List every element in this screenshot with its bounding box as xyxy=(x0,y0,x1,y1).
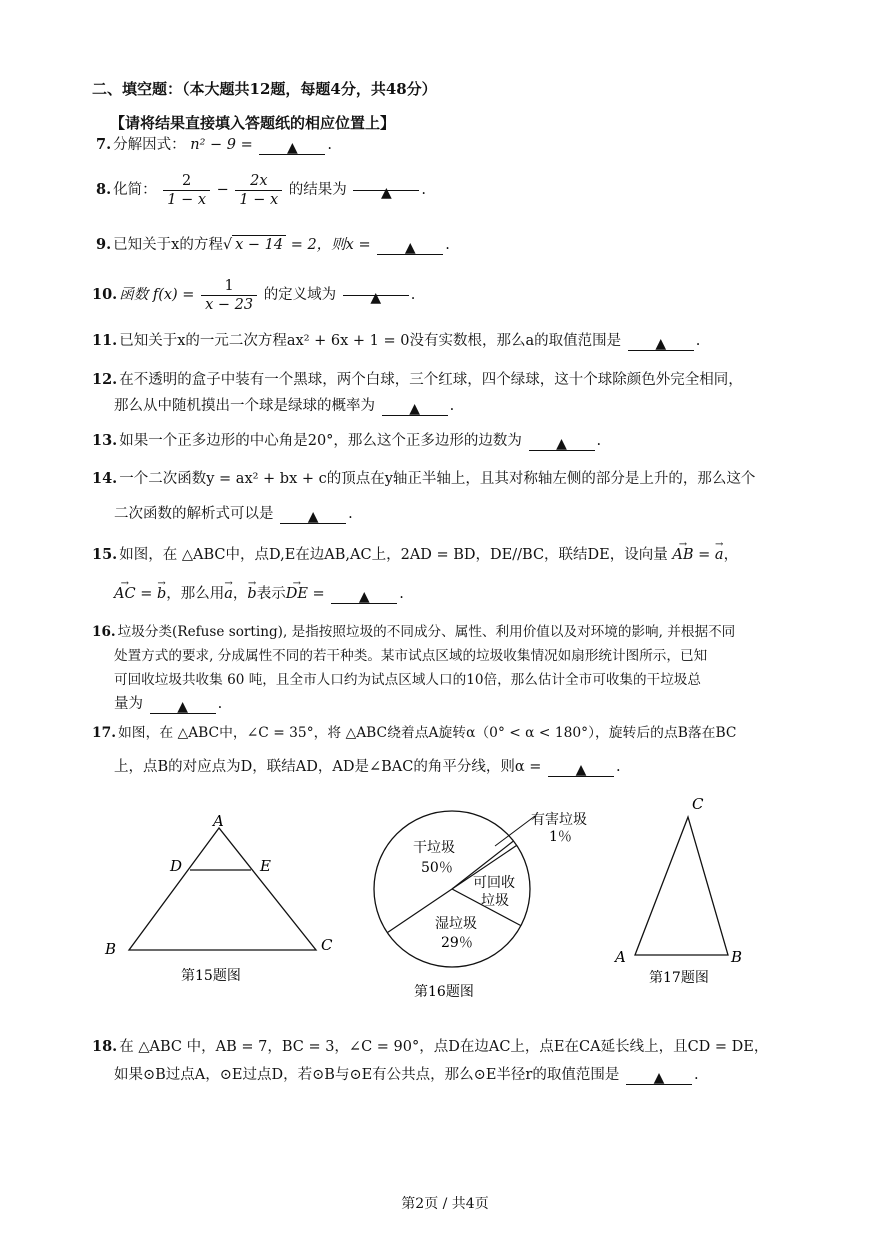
q10-fraction: $\frac{1}{x - 23}$ xyxy=(201,277,257,314)
fig16-caption: 第16题图 xyxy=(414,984,474,1000)
answer-blank-18[interactable]: ▲ xyxy=(626,1068,692,1085)
pct-wet: 29％ xyxy=(441,935,473,951)
figure-15 xyxy=(95,808,345,988)
answer-blank-11[interactable]: ▲ xyxy=(628,334,694,351)
answer-blank-10[interactable]: ▲ xyxy=(343,279,409,296)
question-13: 13. 如果一个正多边形的中心角是20°，那么这个正多边形的边数为 ▲ . xyxy=(92,432,602,452)
fig15-label-e: E xyxy=(260,857,271,875)
label-hazardous: 有害垃圾 xyxy=(531,812,587,828)
fig15-label-c: C xyxy=(321,936,333,954)
question-16-line2: 处置方式的要求, 分成属性不同的若干种类。某市试点区域的垃圾收集情况如扇形统计图所示，已知 xyxy=(114,648,708,664)
pct-hazardous: 1％ xyxy=(549,829,572,845)
question-16: 16. 垃圾分类(Refuse sorting), 是指按照垃圾的不同成分、属性、利用价值以及对环境的影响, 并根据不同 xyxy=(92,624,736,640)
answer-blank-13[interactable]: ▲ xyxy=(529,434,595,451)
fig17-label-a: A xyxy=(615,948,626,966)
figure-16-pie-chart xyxy=(355,798,615,1008)
page-footer: 第2页 / 共4页 xyxy=(401,1196,489,1212)
question-12: 12. 在不透明的盒子中装有一个黑球，两个白球，三个红球，四个绿球，这十个球除颜色外完全相同， xyxy=(92,371,743,388)
question-14: 14. 一个二次函数y = ax² + bx + c的顶点在y轴正半轴上，且其对称轴左侧的部分是上升的，那么这个 xyxy=(92,470,756,487)
fig15-label-d: D xyxy=(170,857,183,875)
instruction: 【请将结果直接填入答题纸的相应位置上】 xyxy=(110,114,396,132)
question-15: 15. 如图，在 △ABC中，点D,E在边AB,AC上，2AD = BD，DE//BC，联结DE，设向量 → AB = → a， xyxy=(92,545,738,565)
question-18: 18. 在 △ABC 中，AB = 7，BC = 3，∠C = 90°，点D在边AC上，点E在CA延长线上，且CD = DE， xyxy=(92,1038,769,1055)
figure-17 xyxy=(605,792,755,992)
fig17-triangle xyxy=(635,817,728,955)
question-17-cont: 上，点B的对应点为D，联结AD，AD是∠BAC的角平分线，则α = ▲ . xyxy=(114,759,621,778)
question-16-line3: 可回收垃圾共收集 60 吨，且全市人口约为试点区域人口的10倍，那么估计全市可收集的干垃圾总 xyxy=(114,672,701,688)
answer-blank-17[interactable]: ▲ xyxy=(548,760,614,777)
question-12-cont: 那么从中随机摸出一个球是绿球的概率为 ▲ . xyxy=(114,398,455,417)
answer-blank-9[interactable]: ▲ xyxy=(377,238,443,255)
fig15-label-a: A xyxy=(213,812,224,830)
answer-blank-7[interactable]: ▲ xyxy=(259,138,325,155)
fig15-label-b: B xyxy=(105,940,117,958)
question-11: 11. 已知关于x的一元二次方程ax² + 6x + 1 = 0没有实数根，那么a的取值范围是 ▲ . xyxy=(92,332,701,352)
question-15-cont: → AC = → b，那么用→ a，→ b表示→ DE = ▲ . xyxy=(114,584,404,604)
fig17-label-c: C xyxy=(692,795,704,813)
fig17-label-b: B xyxy=(731,948,743,966)
section-title: 二、填空题：（本大题共12题，每题4分，共48分） xyxy=(92,80,437,98)
answer-blank-8[interactable]: ▲ xyxy=(353,174,419,191)
q7-expression: n² − 9 = xyxy=(190,137,253,153)
q9-radical: x − 14 xyxy=(232,235,286,254)
answer-blank-12[interactable]: ▲ xyxy=(382,399,448,416)
question-14-cont: 二次函数的解析式可以是 ▲ . xyxy=(114,506,353,525)
haz-pointer xyxy=(495,816,535,846)
answer-blank-14[interactable]: ▲ xyxy=(280,507,346,524)
label-recyclable-2: 垃圾 xyxy=(481,893,509,909)
label-dry: 干垃圾 xyxy=(413,840,455,856)
question-16-line4: 量为 ▲ . xyxy=(114,696,223,715)
pct-dry: 50％ xyxy=(421,860,453,876)
q8-fraction-2: $\frac{2x}{1 - x}$ xyxy=(235,172,282,209)
answer-blank-16[interactable]: ▲ xyxy=(150,697,216,714)
question-17: 17. 如图，在 △ABC中，∠C = 35°，将 △ABC绕着点A旋转α（0° < α < 180°），旋转后的点B落在BC xyxy=(92,725,737,741)
question-9: 9. 已知关于x的方程√ x − 14 = 2，则x = ▲ . xyxy=(96,236,450,256)
answer-blank-15[interactable]: ▲ xyxy=(331,587,397,604)
question-18-cont: 如果⊙B过点A，⊙E过点D，若⊙B与⊙E有公共点，那么⊙E半径r的取值范围是 ▲ . xyxy=(114,1067,699,1086)
label-recyclable-1: 可回收 xyxy=(473,875,515,891)
question-10: 10. 函数 f(x) = $\frac{1}{x - 23}$ 的定义域为 ▲ . xyxy=(92,277,416,313)
fig17-caption: 第17题图 xyxy=(649,970,709,986)
label-wet: 湿垃圾 xyxy=(435,916,477,932)
fig15-triangle xyxy=(129,828,316,950)
q7-number: 7. xyxy=(96,136,112,153)
q8-fraction-1: $\frac{2}{1 - x}$ xyxy=(163,172,210,209)
question-8: 8. 化简： $\frac{2}{1 - x}$ − $\frac{2x}{1 - x}$ 的结果为 ▲ . xyxy=(96,172,427,208)
question-7: 7. 分解因式： n² − 9 = ▲ . xyxy=(96,136,332,156)
fig15-caption: 第15题图 xyxy=(181,968,241,984)
